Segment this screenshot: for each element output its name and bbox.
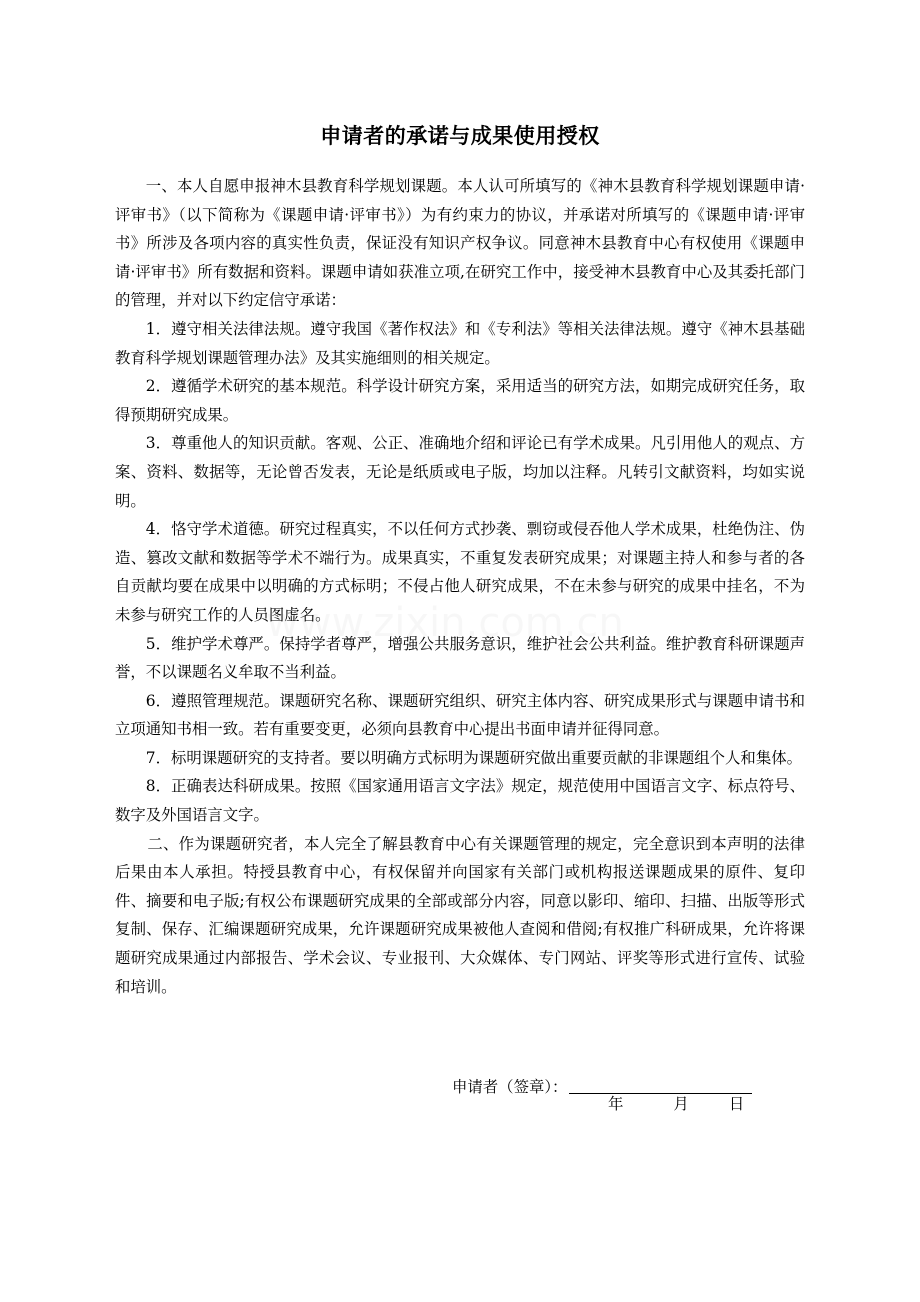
date-row bbox=[608, 1090, 744, 1118]
paragraph-item-4: 4．恪守学术道德。研究过程真实，不以任何方式抄袭、剽窃或侵吞他人学术成果，杜绝伪注、伪造、篡改文献和数据等学术不端行为。成果真实，不重复发表研究成果；对课题主持人和参与者的各自贡献均要在成果中以明确的方式标明；不侵占他人研究成果，不在未参与研究的成果中挂名，不为未参与研究工作的人员图虚名。 bbox=[115, 520, 805, 624]
paragraph-item-5: 5．维护学术尊严。保持学者尊严，增强公共服务意识，维护社会公共利益。维护教育科研课题声誉，不以课题名义牟取不当利益。 bbox=[115, 634, 805, 682]
paragraph-item-2: 2．遵循学术研究的基本规范。科学设计研究方案，采用适当的研究方法，如期完成研究任务，取得预期研究成果。 bbox=[115, 377, 805, 424]
document-title: 申请者的承诺与成果使用授权 bbox=[320, 124, 600, 148]
paragraph-item-3: 3．尊重他人的知识贡献。客观、公正、准确地介绍和评论已有学术成果。凡引用他人的观点、方案、资料、数据等，无论曾否发表，无论是纸质或电子版，均加以注释。凡转引文献资料，均如实说明。 bbox=[115, 434, 805, 510]
date-month: 月 bbox=[673, 1095, 689, 1113]
paragraph-item-1: 1．遵守相关法律法规。遵守我国《著作权法》和《专利法》等相关法律法规。遵守《神木县基础教育科学规划课题管理办法》及其实施细则的相关规定。 bbox=[115, 319, 805, 367]
date-year: 年 bbox=[608, 1095, 624, 1113]
document-body bbox=[115, 172, 805, 1001]
date-day: 日 bbox=[728, 1095, 745, 1113]
paragraph-intro: 一、本人自愿申报神木县教育科学规划课题。本人认可所填写的《神木县教育科学规划课题申请·评审书》（以下简称为《课题申请·评审书》）为有约束力的协议，并承诺对所填写的《课题申请·评审书》所涉及各项内容的真实性负责，保证没有知识产权争议。同意神木县教育中心有权使用《课题申请·评审书》所有数据和资料。课题申请如获准立项,在研究工作中，接受神木县教育中心及其委托部门的管理，并对以下约定信守承诺： bbox=[115, 177, 805, 310]
paragraph-item-6: 6．遵照管理规范。课题研究名称、课题研究组织、研究主体内容、研究成果形式与课题申请书和立项通知书相一致。若有重要变更，必须向县教育中心提出书面申请并征得同意。 bbox=[115, 691, 805, 739]
paragraph-authorization: 二、作为课题研究者，本人完全了解县教育中心有关课题管理的规定，完全意识到本声明的法律后果由本人承担。特授县教育中心，有权保留并向国家有关部门或机构报送课题成果的原件、复印件、摘要和电子版;有权公布课题研究成果的全部或部分内容，同意以影印、缩印、扫描、出版等形式复制、保存、汇编课题研究成果，允许课题研究成果被他人查阅和借阅;有权推广科研成果，允许将课题研究成果通过内部报告、学术会议、专业报刊、大众媒体、专门网站、评奖等形式进行宣传、试验和培训。 bbox=[115, 834, 805, 996]
paragraph-item-7: 7．标明课题研究的支持者。要以明确方式标明为课题研究做出重要贡献的非课题组个人和集体。 bbox=[145, 748, 802, 767]
paragraph-item-8: 8．正确表达科研成果。按照《国家通用语言文字法》规定，规范使用中国语言文字、标点符号、数字及外国语言文字。 bbox=[115, 777, 805, 825]
signature-label: 申请者（签章）： bbox=[452, 1078, 568, 1096]
